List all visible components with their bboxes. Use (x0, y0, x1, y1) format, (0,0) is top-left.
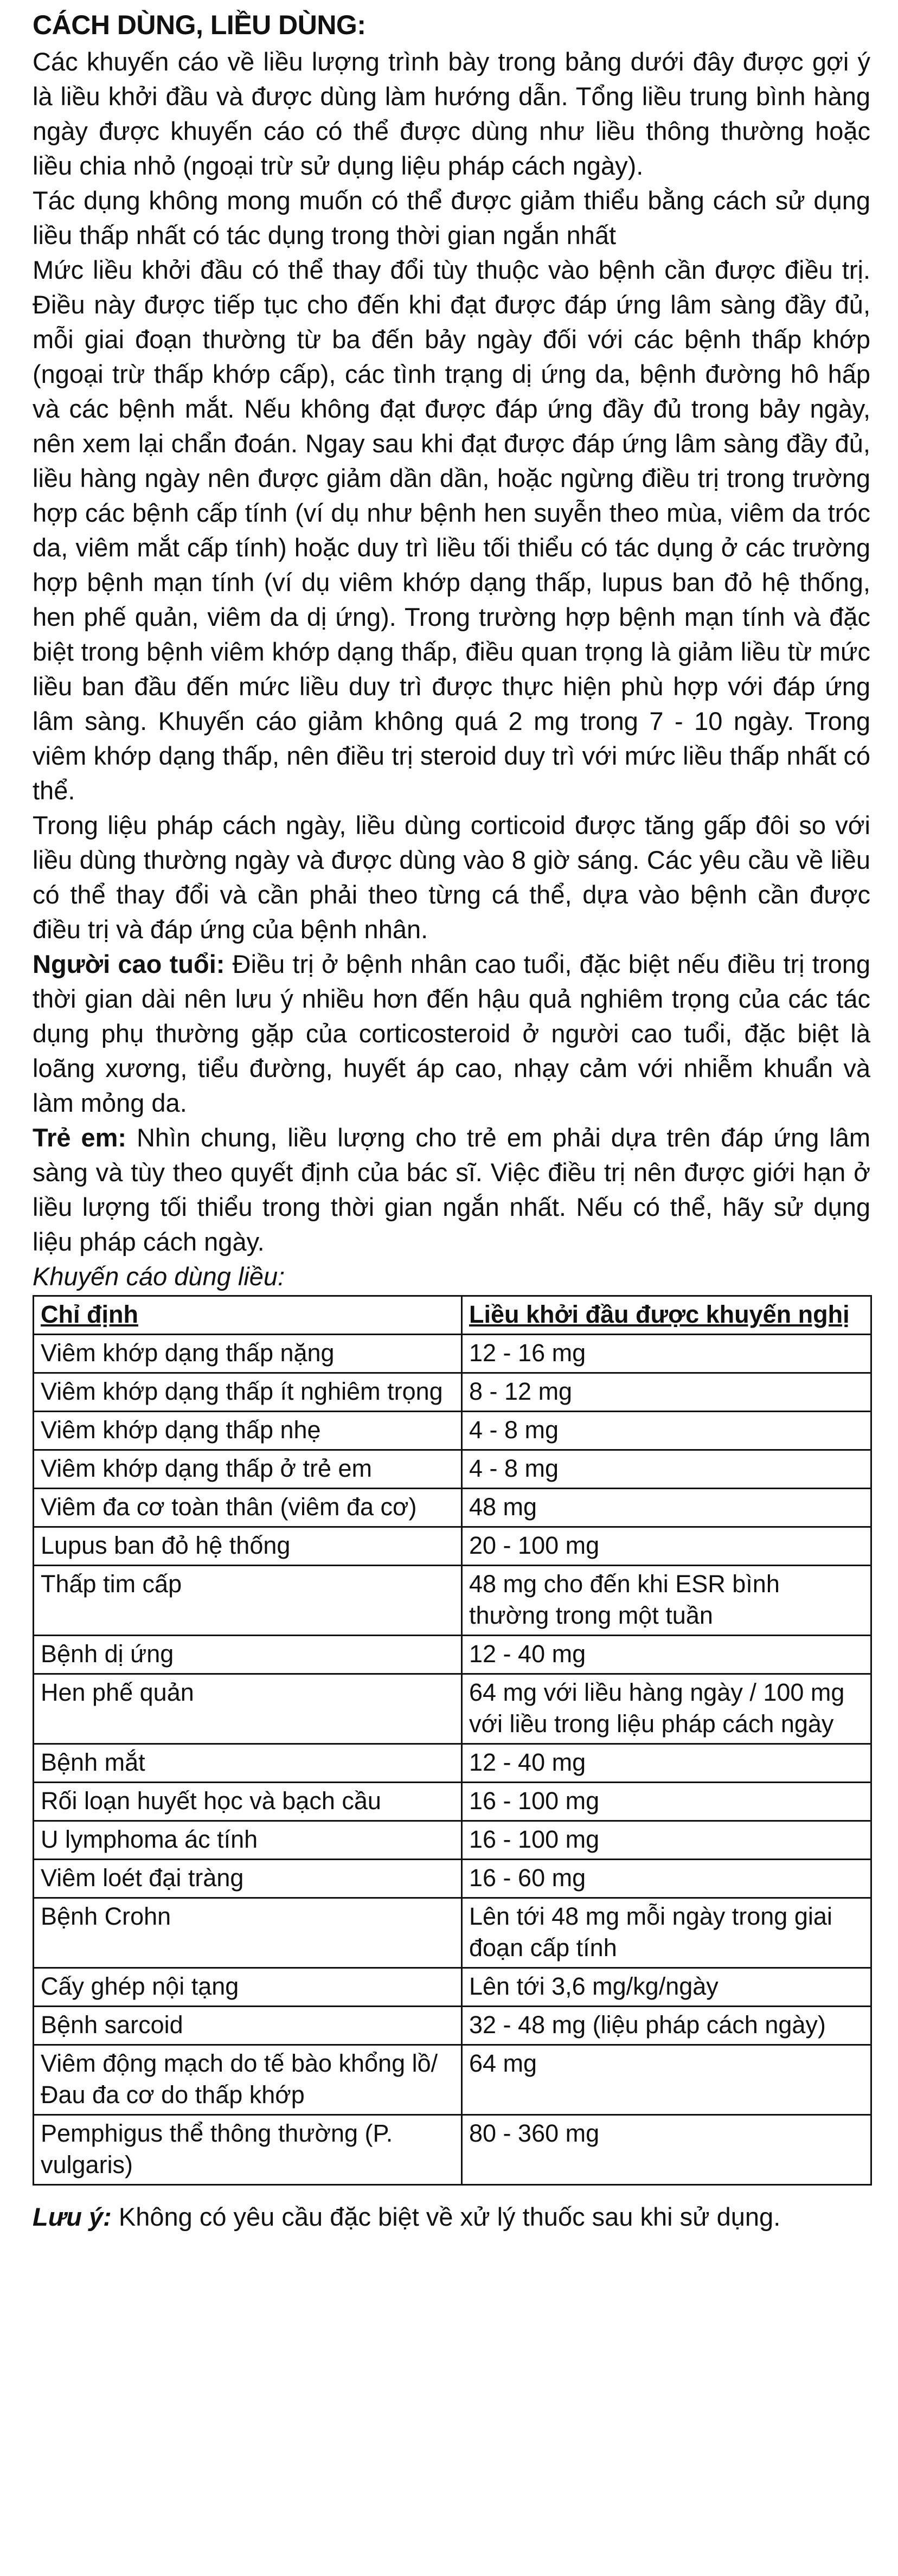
table-row (34, 1821, 871, 1860)
table-row (34, 1450, 871, 1489)
dose-cell: 64 mg với liều hàng ngày / 100 mg với liều trong liệu pháp cách ngày (462, 1674, 871, 1744)
dose-cell: 64 mg (462, 2045, 871, 2115)
indication-cell: Viêm khớp dạng thấp nhẹ (34, 1412, 462, 1450)
dose-cell: 4 - 8 mg (462, 1412, 871, 1450)
header-dose: Liều khởi đầu được khuyến nghị (462, 1296, 871, 1335)
table-row (34, 1489, 871, 1527)
children-label: Trẻ em: (33, 1123, 127, 1152)
table-row (34, 1674, 871, 1744)
table-row (34, 1898, 871, 1968)
indication-cell: Viêm động mạch do tế bào khổng lồ/ Đau đa cơ do thấp khớp (34, 2045, 462, 2115)
dose-cell: 20 - 100 mg (462, 1527, 871, 1566)
table-row (34, 2007, 871, 2045)
dose-cell: 12 - 40 mg (462, 1636, 871, 1674)
table-row (34, 1636, 871, 1674)
table-row (34, 1527, 871, 1566)
table-row (34, 2115, 871, 2185)
intro-paragraph-2: Tác dụng không mong muốn có thể được giảm thiểu bằng cách sử dụng liều thấp nhất có tác dụng trong thời gian ngắn nhất (33, 186, 870, 249)
note-paragraph (33, 2200, 870, 2234)
table-row (34, 1783, 871, 1821)
indication-cell: Viêm khớp dạng thấp nặng (34, 1335, 462, 1373)
indication-cell: Bệnh sarcoid (34, 2007, 462, 2045)
dose-cell: 80 - 360 mg (462, 2115, 871, 2185)
dose-cell: 12 - 16 mg (462, 1335, 871, 1373)
dose-cell: 12 - 40 mg (462, 1744, 871, 1783)
note-label: Lưu ý: (33, 2202, 112, 2231)
header-indication: Chỉ định (34, 1296, 462, 1335)
dosage-table (33, 1295, 872, 2186)
indication-cell: Bệnh dị ứng (34, 1636, 462, 1674)
table-row (34, 1968, 871, 2007)
intro-paragraph-1: Các khuyến cáo về liều lượng trình bày trong bảng dưới đây được gợi ý là liều khởi đầu và được dùng làm hướng dẫn. Tổng liều trung bình hàng ngày được khuyến cáo có thể được dùng như liều thông thường hoặc liều chia nhỏ (ngoại trừ sử dụng liệu pháp cách ngày). (33, 47, 870, 180)
dose-cell: Lên tới 3,6 mg/kg/ngày (462, 1968, 871, 2007)
table-caption: Khuyến cáo dùng liều: (33, 1262, 285, 1291)
intro-paragraph-4: Trong liệu pháp cách ngày, liều dùng corticoid được tăng gấp đôi so với liều dùng thường ngày và được dùng vào 8 giờ sáng. Các yêu cầu về liều có thể thay đổi và cần phải theo từng cá thể, dựa vào bệnh cần được điều trị và đáp ứng của bệnh nhân. (33, 811, 870, 944)
indication-cell: Pemphigus thể thông thường (P. vulgaris) (34, 2115, 462, 2185)
elderly-paragraph (33, 947, 870, 1120)
table-row (34, 1860, 871, 1898)
indication-cell: Thấp tim cấp (34, 1566, 462, 1636)
indication-cell: Viêm khớp dạng thấp ít nghiêm trọng (34, 1373, 462, 1412)
note-text: Không có yêu cầu đặc biệt về xử lý thuốc sau khi sử dụng. (111, 2202, 781, 2231)
table-row (34, 1566, 871, 1636)
table-body (34, 1335, 871, 2185)
table-row (34, 1335, 871, 1373)
elderly-label: Người cao tuổi: (33, 950, 225, 978)
indication-cell: Viêm loét đại tràng (34, 1860, 462, 1898)
children-text: Nhìn chung, liều lượng cho trẻ em phải dựa trên đáp ứng lâm sàng và tùy theo quyết định của bác sĩ. Việc điều trị nên được giới hạn ở liều lượng tối thiểu trong thời gian ngắn nhất. Nếu có thể, hãy sử dụng liệu pháp cách ngày. (33, 1123, 871, 1256)
indication-cell: Bệnh mắt (34, 1744, 462, 1783)
indication-cell: Cấy ghép nội tạng (34, 1968, 462, 2007)
section-heading: CÁCH DÙNG, LIỀU DÙNG: (33, 10, 366, 40)
indication-cell: Viêm đa cơ toàn thân (viêm đa cơ) (34, 1489, 462, 1527)
dose-cell: 32 - 48 mg (liệu pháp cách ngày) (462, 2007, 871, 2045)
dose-cell: 16 - 60 mg (462, 1860, 871, 1898)
children-paragraph (33, 1120, 870, 1259)
indication-cell: Viêm khớp dạng thấp ở trẻ em (34, 1450, 462, 1489)
dosage-document (33, 8, 870, 2234)
dose-cell: Lên tới 48 mg mỗi ngày trong giai đoạn cấp tính (462, 1898, 871, 1968)
table-row (34, 1373, 871, 1412)
indication-cell: Hen phế quản (34, 1674, 462, 1744)
dose-cell: 48 mg cho đến khi ESR bình thường trong một tuần (462, 1566, 871, 1636)
indication-cell: Rối loạn huyết học và bạch cầu (34, 1783, 462, 1821)
indication-cell: Bệnh Crohn (34, 1898, 462, 1968)
dose-cell: 16 - 100 mg (462, 1783, 871, 1821)
indication-cell: U lymphoma ác tính (34, 1821, 462, 1860)
table-row (34, 1744, 871, 1783)
indication-cell: Lupus ban đỏ hệ thống (34, 1527, 462, 1566)
dose-cell: 16 - 100 mg (462, 1821, 871, 1860)
dose-cell: 8 - 12 mg (462, 1373, 871, 1412)
intro-paragraph-3: Mức liều khởi đầu có thể thay đổi tùy thuộc vào bệnh cần được điều trị. Điều này được tiếp tục cho đến khi đạt được đáp ứng lâm sàng đầy đủ, mỗi giai đoạn thường từ ba đến bảy ngày đối với các bệnh thấp khớp (ngoại trừ thấp khớp cấp), các tình trạng dị ứng da, bệnh đường hô hấp và các bệnh mắt. Nếu không đạt được đáp ứng đầy đủ trong bảy ngày, nên xem lại chẩn đoán. Ngay sau khi đạt được đáp ứng lâm sàng đầy đủ, liều hàng ngày nên được giảm dần dần, hoặc ngừng điều trị trong trường hợp các bệnh cấp tính (ví dụ như bệnh hen suyễn theo mùa, viêm da tróc da, viêm mắt cấp tính) hoặc duy trì liều tối thiểu có tác dụng ở các trường hợp bệnh mạn tính (ví dụ viêm khớp dạng thấp, lupus ban đỏ hệ thống, hen phế quản, viêm da dị ứng). Trong trường hợp bệnh mạn tính và đặc biệt trong bệnh viêm khớp dạng thấp, điều quan trọng là giảm liều từ mức liều ban đầu đến mức liều duy trì được thực hiện phù hợp với đáp ứng lâm sàng. Khuyến cáo giảm không quá 2 mg trong 7 - 10 ngày. Trong viêm khớp dạng thấp, nên điều trị steroid duy trì với mức liều thấp nhất có thể. (33, 255, 870, 805)
dose-cell: 4 - 8 mg (462, 1450, 871, 1489)
table-row (34, 1412, 871, 1450)
table-header-row (34, 1296, 871, 1335)
dose-cell: 48 mg (462, 1489, 871, 1527)
elderly-text: Điều trị ở bệnh nhân cao tuổi, đặc biệt nếu điều trị trong thời gian dài nên lưu ý nhiều hơn đến hậu quả nghiêm trọng của các tác dụng phụ thường gặp của corticosteroid ở người cao tuổi, đặc biệt là loãng xương, tiểu đường, huyết áp cao, nhạy cảm với nhiễm khuẩn và làm mỏng da. (33, 950, 870, 1117)
table-row (34, 2045, 871, 2115)
